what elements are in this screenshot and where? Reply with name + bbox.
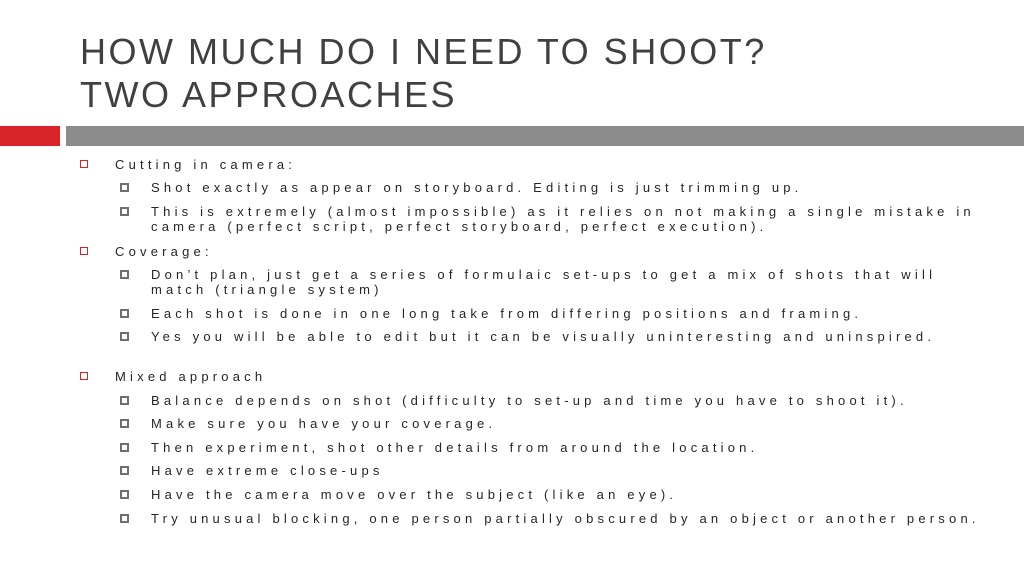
list-item bbox=[151, 306, 981, 321]
list-item bbox=[151, 440, 981, 455]
section-heading-text: Coverage: bbox=[115, 244, 213, 259]
hollow-square-red-icon bbox=[80, 247, 88, 255]
list-item bbox=[151, 180, 981, 195]
list-item bbox=[151, 329, 981, 344]
list-item bbox=[151, 416, 981, 431]
list-item bbox=[151, 511, 981, 526]
list-item-text: Don’t plan, just get a series of formulaic set-ups to get a mix of shots that will match (triangle system) bbox=[151, 267, 937, 297]
list-item-text: This is extremely (almost impossible) as it relies on not making a single mistake in camera (perfect script, perfect storyboard, perfect execution). bbox=[151, 204, 975, 234]
hollow-square-gray-icon bbox=[120, 514, 129, 523]
hollow-square-gray-icon bbox=[120, 309, 129, 318]
list-item bbox=[151, 487, 981, 502]
list-item-text: Yes you will be able to edit but it can be visually uninteresting and uninspired. bbox=[151, 329, 936, 344]
section-heading-text: Cutting in camera: bbox=[115, 157, 297, 172]
hollow-square-gray-icon bbox=[120, 490, 129, 499]
list-item bbox=[151, 267, 981, 297]
list-item bbox=[151, 393, 981, 408]
list-item bbox=[151, 463, 981, 478]
section-heading-mixed-approach bbox=[115, 369, 995, 384]
hollow-square-gray-icon bbox=[120, 419, 129, 428]
list-item-text: Make sure you have your coverage. bbox=[151, 416, 497, 431]
hollow-square-gray-icon bbox=[120, 183, 129, 192]
list-item-text: Try unusual blocking, one person partially obscured by an object or another person. bbox=[151, 511, 980, 526]
list-item-text: Each shot is done in one long take from differing positions and framing. bbox=[151, 306, 863, 321]
list-item-text: Have extreme close-ups bbox=[151, 463, 384, 478]
section-heading-coverage bbox=[115, 244, 995, 259]
list-item-text: Then experiment, shot other details from around the location. bbox=[151, 440, 759, 455]
hollow-square-gray-icon bbox=[120, 207, 129, 216]
list-item-text: Have the camera move over the subject (like an eye). bbox=[151, 487, 678, 502]
section-heading-text: Mixed approach bbox=[115, 369, 267, 384]
list-item-text: Balance depends on shot (difficulty to set-up and time you have to shoot it). bbox=[151, 393, 908, 408]
hollow-square-gray-icon bbox=[120, 396, 129, 405]
section-heading-cutting-in-camera bbox=[115, 157, 995, 172]
hollow-square-gray-icon bbox=[120, 443, 129, 452]
slide-title-line-2: TWO APPROACHES bbox=[80, 74, 458, 115]
list-item bbox=[151, 204, 981, 234]
hollow-square-gray-icon bbox=[120, 332, 129, 341]
hollow-square-red-icon bbox=[80, 372, 88, 380]
hollow-square-gray-icon bbox=[120, 270, 129, 279]
slide-title-line-1: HOW MUCH DO I NEED TO SHOOT? bbox=[80, 31, 767, 72]
hollow-square-red-icon bbox=[80, 160, 88, 168]
hollow-square-gray-icon bbox=[120, 466, 129, 475]
list-item-text: Shot exactly as appear on storyboard. Editing is just trimming up. bbox=[151, 180, 803, 195]
